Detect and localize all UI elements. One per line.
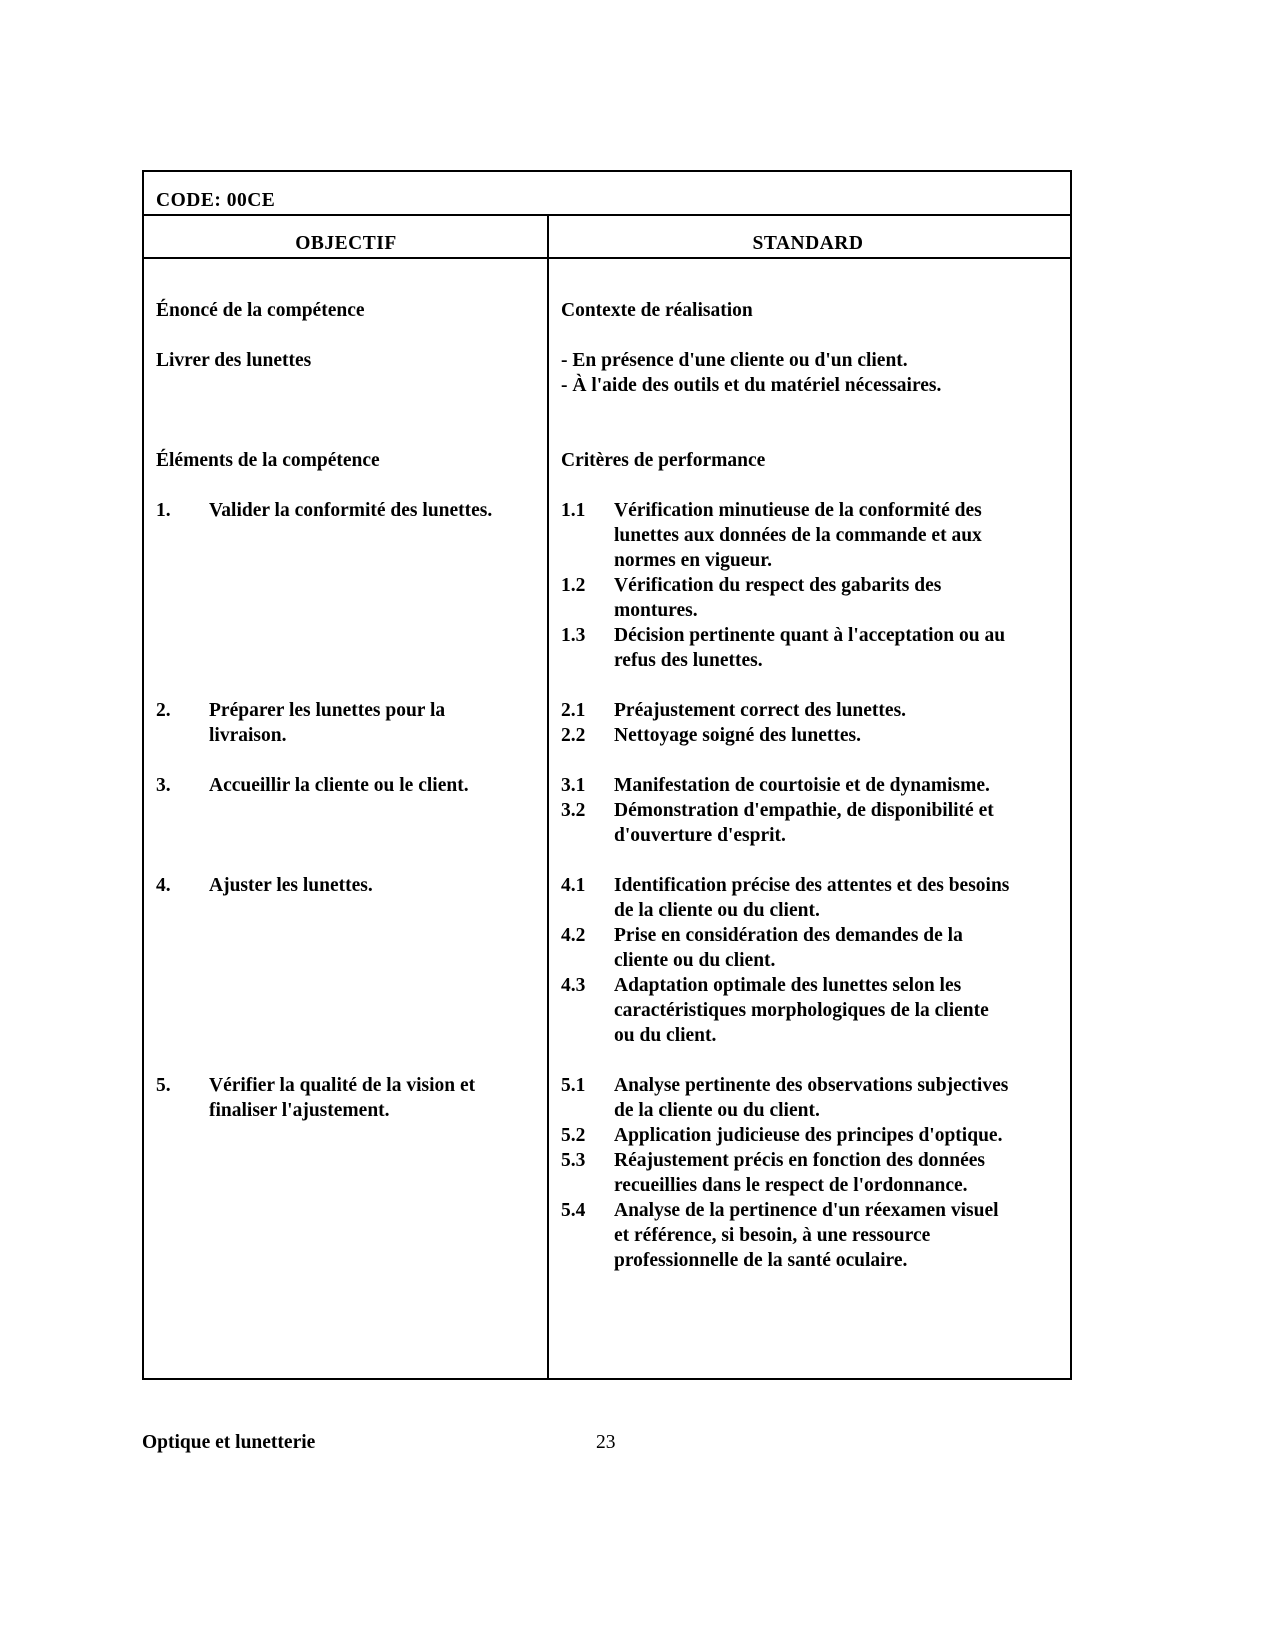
item-number: 4.1 <box>561 875 586 896</box>
footer-title: Optique et lunetterie <box>142 1432 316 1453</box>
item-text-line: montures. <box>614 600 698 621</box>
elements-heading: Éléments de la compétence <box>156 450 380 471</box>
item-text-line: Accueillir la cliente ou le client. <box>209 775 469 796</box>
item-number: 2.2 <box>561 725 586 746</box>
item-number: 1.3 <box>561 625 586 646</box>
item-number: 5. <box>156 1075 171 1096</box>
header-objectif: OBJECTIF <box>295 233 397 254</box>
item-number: 1.2 <box>561 575 586 596</box>
column-divider <box>547 215 549 1378</box>
item-number: 4.3 <box>561 975 586 996</box>
item-text-line: Nettoyage soigné des lunettes. <box>614 725 861 746</box>
item-number: 4. <box>156 875 171 896</box>
item-text-line: finaliser l'ajustement. <box>209 1100 390 1121</box>
item-text-line: Prise en considération des demandes de la <box>614 925 963 946</box>
item-text-line: Ajuster les lunettes. <box>209 875 373 896</box>
divider <box>144 257 1070 259</box>
divider <box>144 214 1070 216</box>
item-number: 2. <box>156 700 171 721</box>
item-text-line: de la cliente ou du client. <box>614 900 820 921</box>
item-text-line: Valider la conformité des lunettes. <box>209 500 493 521</box>
item-text-line: Vérifier la qualité de la vision et <box>209 1075 476 1096</box>
item-text-line: refus des lunettes. <box>614 650 763 671</box>
item-text-line: professionnelle de la santé oculaire. <box>614 1250 908 1271</box>
item-number: 5.4 <box>561 1200 586 1221</box>
header-standard: STANDARD <box>752 233 864 254</box>
item-text-line: recueillies dans le respect de l'ordonnance. <box>614 1175 968 1196</box>
item-text-line: normes en vigueur. <box>614 550 772 571</box>
item-number: 5.2 <box>561 1125 586 1146</box>
item-text-line: Identification précise des attentes et des besoins <box>614 875 1010 896</box>
item-text-line: Analyse pertinente des observations subjectives <box>614 1075 1009 1096</box>
page-number: 23 <box>596 1432 616 1453</box>
item-text-line: Manifestation de courtoisie et de dynamisme. <box>614 775 990 796</box>
item-text-line: caractéristiques morphologiques de la cliente <box>614 1000 989 1021</box>
item-number: 3.2 <box>561 800 586 821</box>
item-text-line: lunettes aux données de la commande et aux <box>614 525 982 546</box>
enonce-text: Livrer des lunettes <box>156 350 312 371</box>
item-text-line: Réajustement précis en fonction des données <box>614 1150 986 1171</box>
code-label: CODE: 00CE <box>156 190 276 211</box>
item-number: 1. <box>156 500 171 521</box>
item-number: 3.1 <box>561 775 586 796</box>
item-number: 5.3 <box>561 1150 586 1171</box>
enonce-heading: Énoncé de la compétence <box>156 300 365 321</box>
item-number: 1.1 <box>561 500 586 521</box>
item-text-line: Analyse de la pertinence d'un réexamen visuel <box>614 1200 999 1221</box>
item-text-line: Application judicieuse des principes d'optique. <box>614 1125 1003 1146</box>
item-text-line: Préparer les lunettes pour la <box>209 700 446 721</box>
item-number: 4.2 <box>561 925 586 946</box>
item-text-line: Adaptation optimale des lunettes selon les <box>614 975 962 996</box>
contexte-line: - En présence d'une cliente ou d'un client. <box>561 350 908 371</box>
criteres-heading: Critères de performance <box>561 450 766 471</box>
item-text-line: Préajustement correct des lunettes. <box>614 700 907 721</box>
item-text-line: de la cliente ou du client. <box>614 1100 820 1121</box>
item-number: 3. <box>156 775 171 796</box>
item-number: 2.1 <box>561 700 586 721</box>
item-text-line: Vérification du respect des gabarits des <box>614 575 942 596</box>
item-text-line: Décision pertinente quant à l'acceptation ou au <box>614 625 1006 646</box>
item-text-line: Démonstration d'empathie, de disponibilité et <box>614 800 994 821</box>
item-text-line: d'ouverture d'esprit. <box>614 825 786 846</box>
item-text-line: cliente ou du client. <box>614 950 776 971</box>
item-text-line: Vérification minutieuse de la conformité des <box>614 500 982 521</box>
item-text-line: et référence, si besoin, à une ressource <box>614 1225 931 1246</box>
contexte-line: - À l'aide des outils et du matériel nécessaires. <box>561 375 942 396</box>
item-text-line: ou du client. <box>614 1025 717 1046</box>
item-number: 5.1 <box>561 1075 586 1096</box>
item-text-line: livraison. <box>209 725 287 746</box>
contexte-heading: Contexte de réalisation <box>561 300 753 321</box>
